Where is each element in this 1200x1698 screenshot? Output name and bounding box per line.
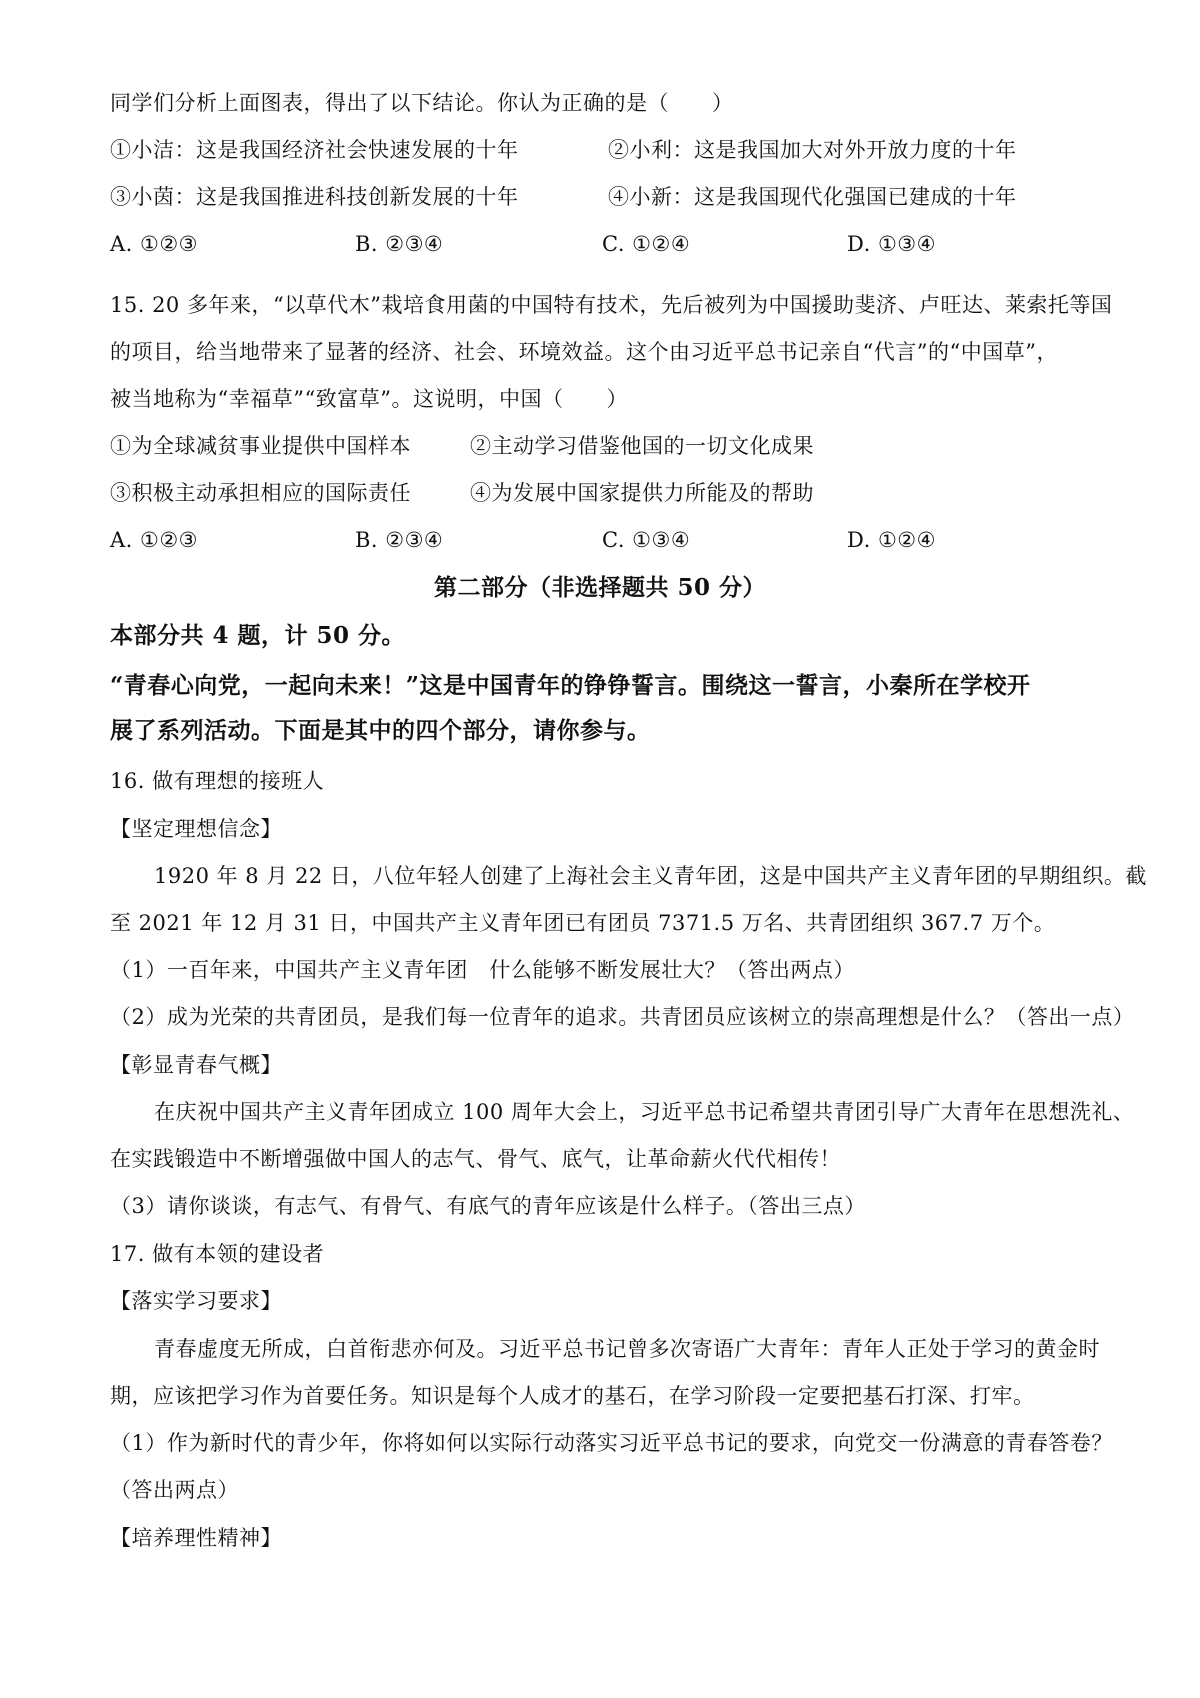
part-2-summary: 本部分共 4 题，计 50 分。 (110, 622, 406, 649)
q16-material-1-line-1: 1920 年 8 月 22 日，八位年轻人创建了上海社会主义青年团，这是中国共产主义青年团的早期组织。截 (154, 864, 1147, 888)
q17-subquestion-1-line-1: （1）作为新时代的青少年，你将如何以实际行动落实习近平总书记的要求，向党交一份满意的青春答卷？ (110, 1431, 1113, 1455)
part-2-title: 第二部分（非选择题共 50 分） (433, 574, 767, 601)
q16-section-heading-1: 【坚定理想信念】 (110, 817, 282, 841)
q16-material-2-line-2: 在实践锻造中不断增强做中国人的志气、骨气、底气，让革命薪火代代相传！ (110, 1147, 841, 1171)
q14-option-2: ②小利：这是我国加大对外开放力度的十年 (608, 138, 1017, 162)
q14-choice-d: D. ①③④ (847, 232, 936, 256)
q16-section-heading-2: 【彰显青春气概】 (110, 1053, 282, 1077)
q15-choice-b: B. ②③④ (355, 528, 444, 552)
q14-option-4: ④小新：这是我国现代化强国已建成的十年 (608, 185, 1017, 209)
q15-stem-line-1: 15. 20 多年来，“以草代木”栽培食用菌的中国特有技术，先后被列为中国援助斐济、卢旺达、莱索托等国 (110, 293, 1113, 317)
q14-choice-b: B. ②③④ (355, 232, 444, 256)
q14-choice-a: A. ①②③ (110, 232, 198, 256)
q15-choice-d: D. ①②④ (847, 528, 936, 552)
q16-material-1-line-2: 至 2021 年 12 月 31 日，中国共产主义青年团已有团员 7371.5 万名、共青团组织 367.7 万个。 (110, 911, 1056, 935)
q16-title: 16. 做有理想的接班人 (110, 769, 325, 793)
q14-choice-c: C. ①②④ (602, 232, 691, 256)
part-2-intro-line-2: 展了系列活动。下面是其中的四个部分，请你参与。 (110, 717, 651, 744)
q15-option-1: ①为全球减贫事业提供中国样本 (110, 434, 411, 458)
q15-option-4: ④为发展中国家提供力所能及的帮助 (470, 481, 814, 505)
q15-stem-line-3: 被当地称为“幸福草”“致富草”。这说明，中国（ ） (110, 387, 628, 411)
q16-material-2-line-1: 在庆祝中国共产主义青年团成立 100 周年大会上，习近平总书记希望共青团引导广大青年在思想洗礼、 (154, 1100, 1135, 1124)
q14-option-3: ③小茵：这是我国推进科技创新发展的十年 (110, 185, 519, 209)
q15-option-3: ③积极主动承担相应的国际责任 (110, 481, 411, 505)
q17-section-heading-2: 【培养理性精神】 (110, 1526, 282, 1550)
q16-subquestion-1: （1）一百年来，中国共产主义青年团 什么能够不断发展壮大？（答出两点） (110, 958, 855, 982)
q15-option-2: ②主动学习借鉴他国的一切文化成果 (470, 434, 814, 458)
q15-stem-line-2: 的项目，给当地带来了显著的经济、社会、环境效益。这个由习近平总书记亲自“代言”的“中国草”， (110, 340, 1058, 364)
q17-title: 17. 做有本领的建设者 (110, 1242, 325, 1266)
part-2-intro-line-1: “青春心向党，一起向未来！”这是中国青年的铮铮誓言。围绕这一誓言，小秦所在学校开 (110, 672, 1031, 699)
q16-subquestion-2: （2）成为光荣的共青团员，是我们每一位青年的追求。共青团员应该树立的崇高理想是什么？（答出一点） (110, 1005, 1135, 1029)
q17-subquestion-1-line-2: （答出两点） (110, 1478, 239, 1502)
q15-choice-c: C. ①③④ (602, 528, 691, 552)
q17-section-heading-1: 【落实学习要求】 (110, 1289, 282, 1313)
q17-material-1-line-2: 期，应该把学习作为首要任务。知识是每个人成才的基石，在学习阶段一定要把基石打深、打牢。 (110, 1384, 1035, 1408)
q16-subquestion-3: （3）请你谈谈，有志气、有骨气、有底气的青年应该是什么样子。（答出三点） (110, 1194, 866, 1218)
q15-choice-a: A. ①②③ (110, 528, 198, 552)
q17-material-1-line-1: 青春虚度无所成，白首衔悲亦何及。习近平总书记曾多次寄语广大青年：青年人正处于学习的黄金时 (154, 1337, 1100, 1361)
q14-stem: 同学们分析上面图表，得出了以下结论。你认为正确的是（ ） (110, 91, 734, 115)
q14-option-1: ①小洁：这是我国经济社会快速发展的十年 (110, 138, 519, 162)
